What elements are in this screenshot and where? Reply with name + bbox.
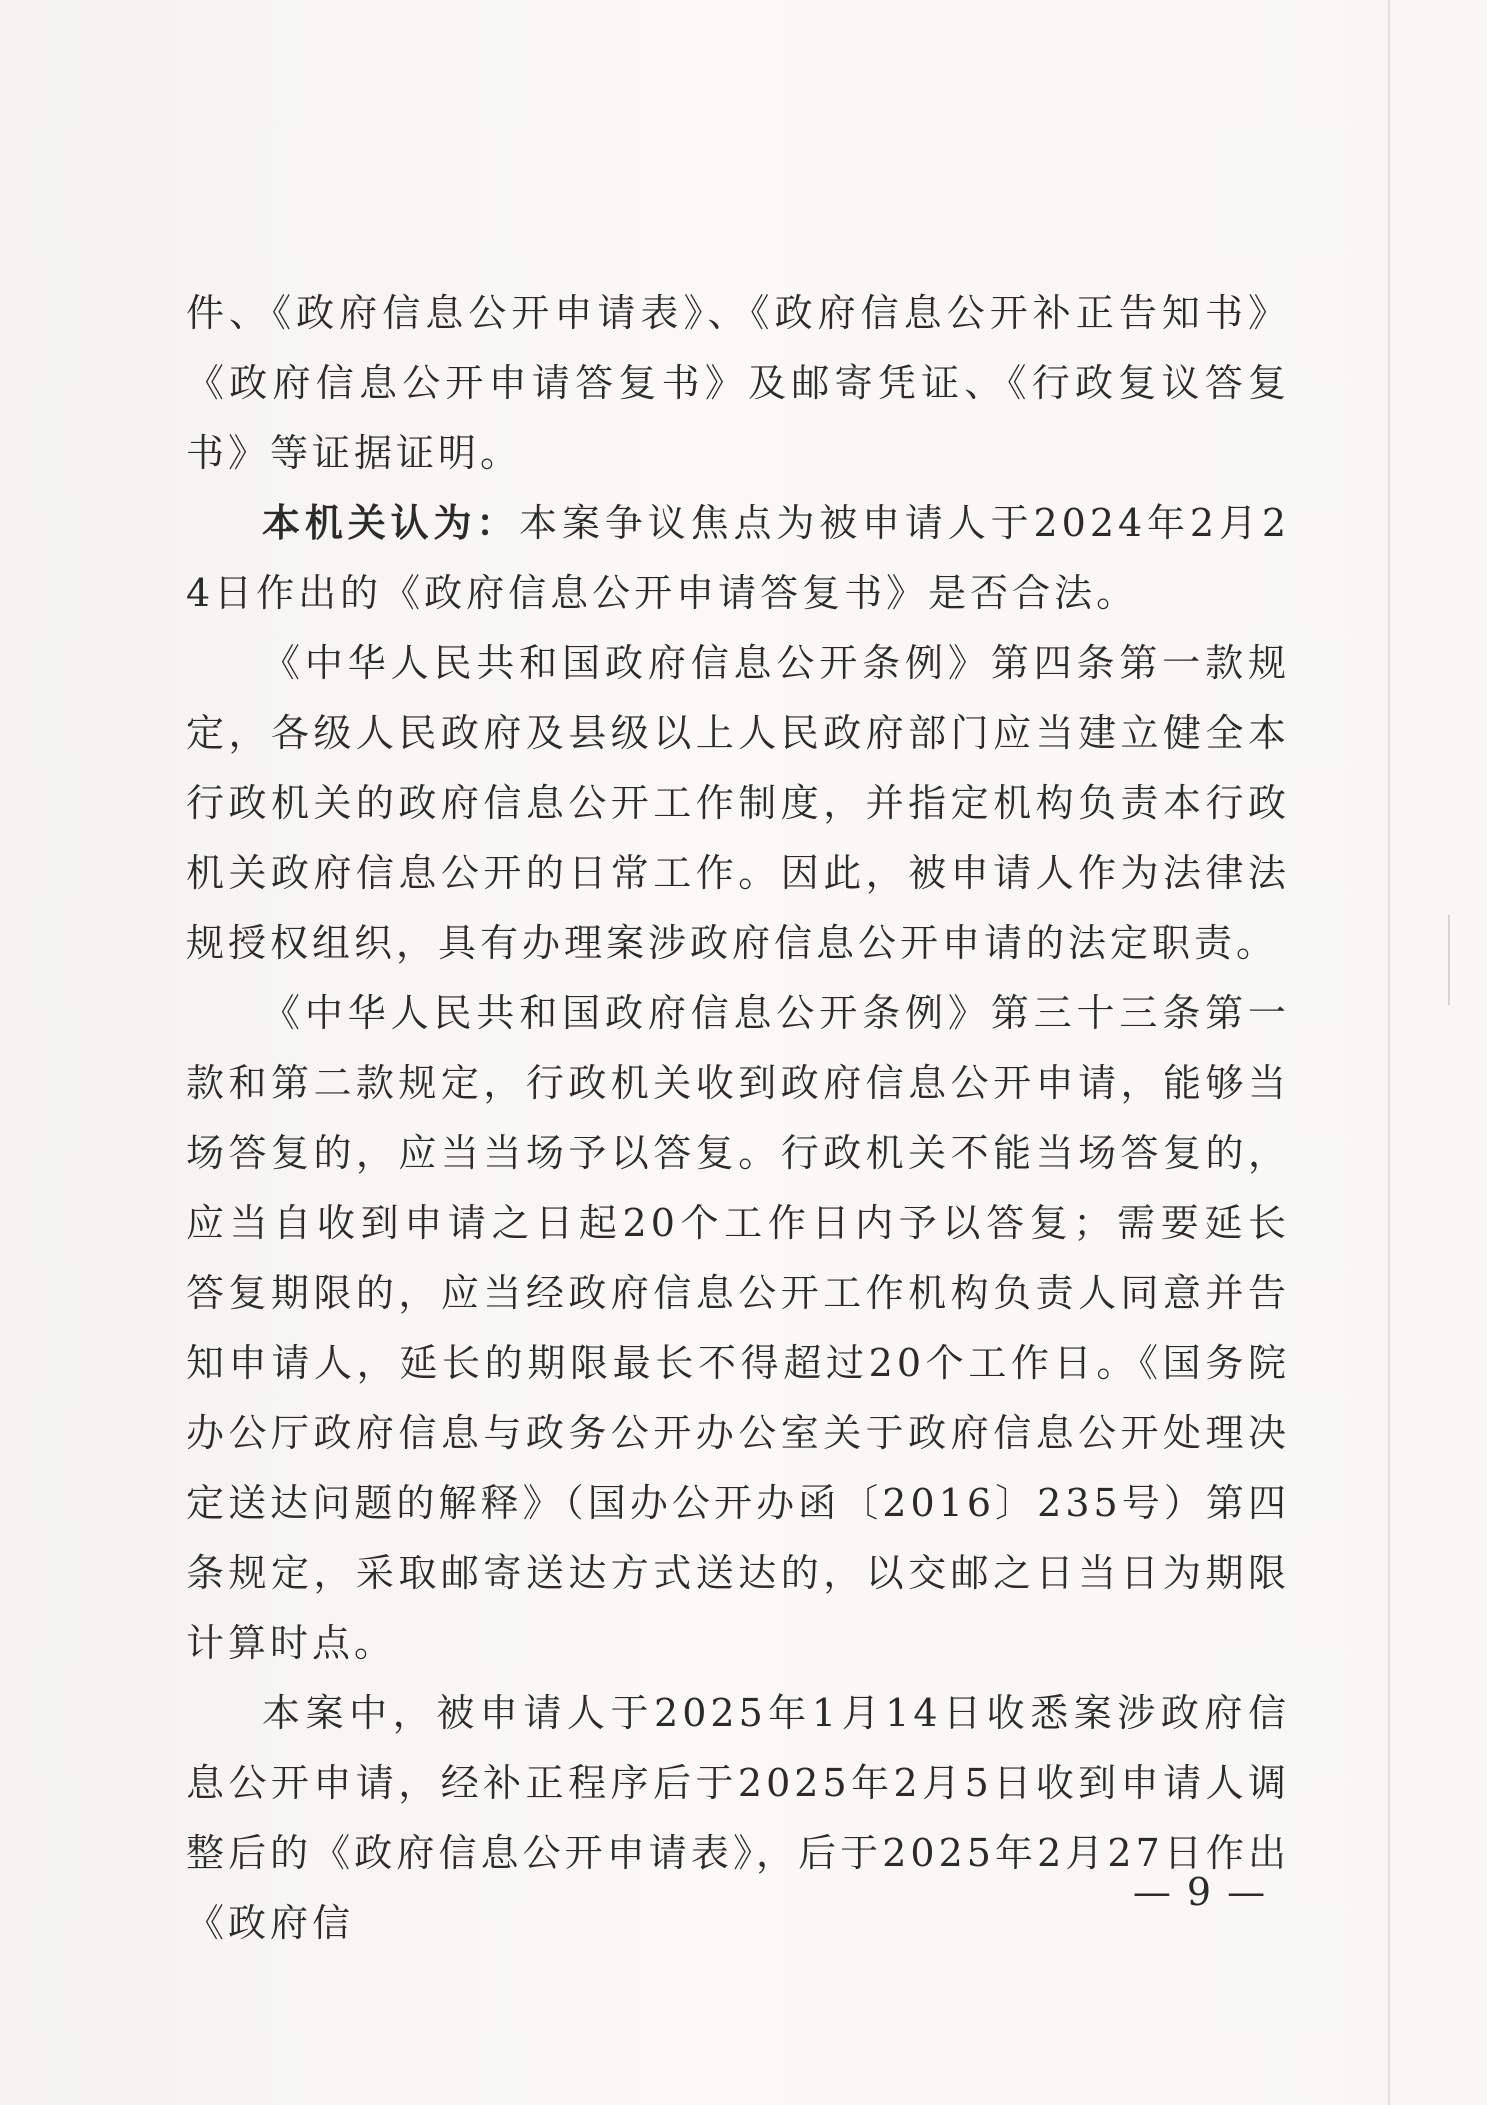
paragraph-article-four	[186, 628, 1290, 978]
document-body	[186, 278, 1290, 1958]
scan-edge-mark	[1448, 915, 1450, 1005]
paragraph-text: 《中华人民共和国政府信息公开条例》第四条第一款规定，各级人民政府及县级以上人民政府部门应当建立健全本行政机关的政府信息公开工作制度，并指定机构负责本行政机关政府信息公开的日常工作。因此，被申请人作为法律法规授权组织，具有办理案涉政府信息公开申请的法定职责。	[186, 641, 1290, 965]
paragraph-case-facts	[186, 1678, 1290, 1958]
page-fold-line	[1388, 0, 1390, 2105]
paragraph-article-thirty-three	[186, 978, 1290, 1678]
page-number: — 9 —	[1132, 1870, 1268, 1914]
paragraph-text: 件、《政府信息公开申请表》、《政府信息公开补正告知书》《政府信息公开申请答复书》及邮寄凭证、《行政复议答复书》等证据证明。	[186, 291, 1290, 475]
paragraph-text: 本案争议焦点为被申请人于2024年2月24日作出的《政府信息公开申请答复书》是否合法。	[186, 501, 1290, 615]
paragraph-lead: 本机关认为：	[262, 501, 520, 545]
paragraph-evidence-list	[186, 278, 1290, 488]
paragraph-agency-opinion	[186, 488, 1290, 628]
paragraph-text: 本案中，被申请人于2025年1月14日收悉案涉政府信息公开申请，经补正程序后于2025年2月5日收到申请人调整后的《政府信息公开申请表》，后于2025年2月27日作出《政府信	[186, 1691, 1290, 1945]
paragraph-text: 《中华人民共和国政府信息公开条例》第三十三条第一款和第二款规定，行政机关收到政府信息公开申请，能够当场答复的，应当当场予以答复。行政机关不能当场答复的，应当自收到申请之日起20个工作日内予以答复；需要延长答复期限的，应当经政府信息公开工作机构负责人同意并告知申请人，延长的期限最长不得超过20个工作日。《国务院办公厅政府信息与政务公开办公室关于政府信息公开处理决定送达问题的解释》（国办公开办函〔2016〕235号）第四条规定，采取邮寄送达方式送达的，以交邮之日当日为期限计算时点。	[186, 991, 1290, 1665]
